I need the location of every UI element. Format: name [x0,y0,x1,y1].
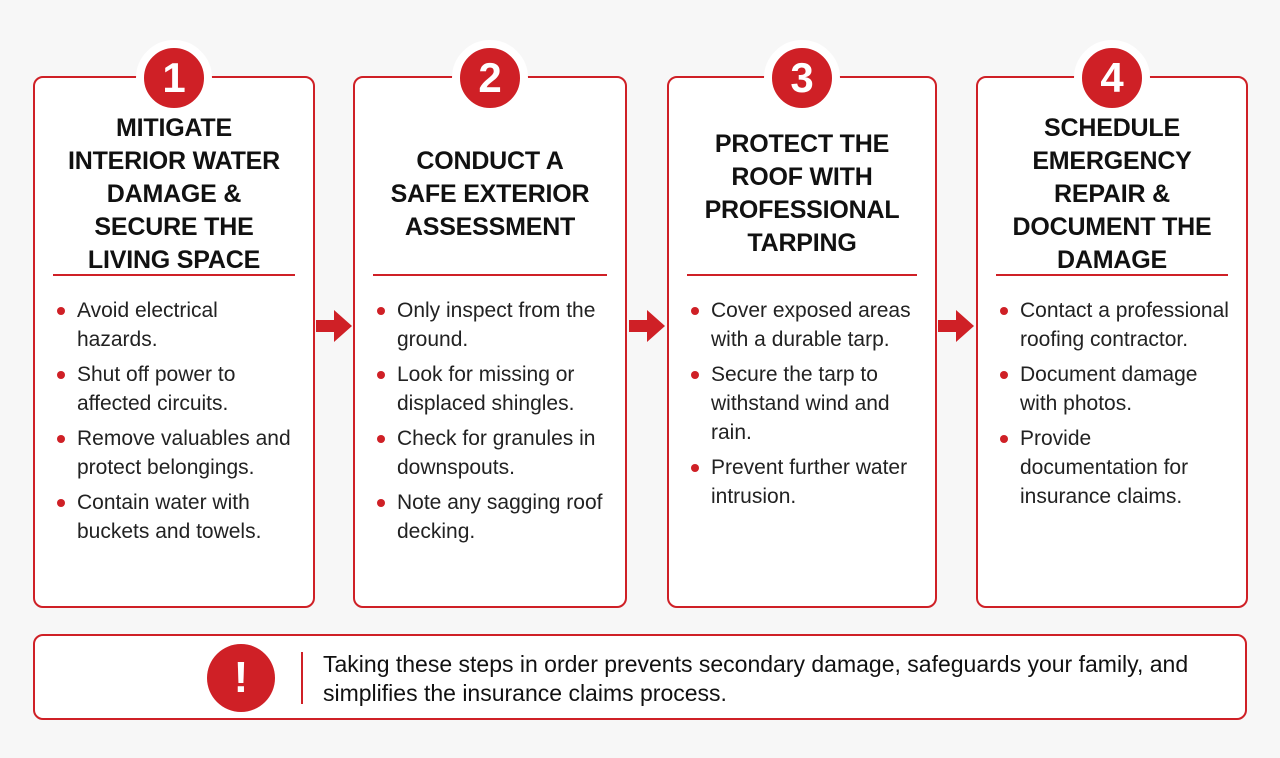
step-bullet-list [691,296,921,517]
bullet-icon [691,371,699,379]
step-title: CONDUCT A SAFE EXTERIOR ASSESSMENT [390,146,590,241]
list-item: Avoid electrical hazards. [57,296,299,354]
bullet-icon [57,435,65,443]
title-divider [687,274,917,276]
bullet-icon [1000,371,1008,379]
step-card-4 [976,54,1248,608]
step-card-2 [353,54,627,608]
step-card-3 [667,54,937,608]
title-divider [53,274,295,276]
list-item: Provide documentation for insurance claims. [1000,424,1232,511]
step-number-badge: 2 [452,40,528,116]
summary-note [33,634,1247,720]
title-divider [373,274,607,276]
list-item: Look for missing or displaced shingles. [377,360,611,418]
bullet-icon [377,499,385,507]
bullet-icon [57,499,65,507]
note-divider [301,652,303,704]
list-item: Shut off power to affected circuits. [57,360,299,418]
list-item: Secure the tarp to withstand wind and rain. [691,360,921,447]
bullet-icon [691,307,699,315]
bullet-icon [57,371,65,379]
note-text: Taking these steps in order prevents secondary damage, safeguards your family, and simplifies the insurance claims process. [323,651,1189,706]
step-number-badge: 4 [1074,40,1150,116]
step-bullet-list [377,296,611,552]
bullet-icon [1000,435,1008,443]
step-bullet-list [1000,296,1232,517]
list-item: Contain water with buckets and towels. [57,488,299,546]
arrow-right-icon [314,306,354,346]
bullet-icon [57,307,65,315]
step-title: MITIGATE INTERIOR WATER DAMAGE & SECURE THE LIVING SPACE [67,113,280,274]
bullet-icon [377,435,385,443]
list-item: Cover exposed areas with a durable tarp. [691,296,921,354]
arrow-right-icon [936,306,976,346]
step-number-badge: 1 [136,40,212,116]
step-number-badge: 3 [764,40,840,116]
step-title: SCHEDULE EMERGENCY REPAIR & DOCUMENT THE DAMAGE [1012,113,1212,274]
bullet-icon [377,371,385,379]
bullet-icon [377,307,385,315]
exclamation-icon: ! [207,644,275,712]
list-item: Only inspect from the ground. [377,296,611,354]
step-card-1 [33,54,315,608]
bullet-icon [1000,307,1008,315]
list-item: Contact a professional roofing contractor. [1000,296,1232,354]
bullet-icon [691,464,699,472]
step-title: PROTECT THE ROOF WITH PROFESSIONAL TARPING [704,130,900,257]
list-item: Remove valuables and protect belongings. [57,424,299,482]
list-item: Check for granules in downspouts. [377,424,611,482]
list-item: Prevent further water intrusion. [691,453,921,511]
list-item: Note any sagging roof decking. [377,488,611,546]
step-bullet-list [57,296,299,552]
arrow-right-icon [627,306,667,346]
list-item: Document damage with photos. [1000,360,1232,418]
title-divider [996,274,1228,276]
